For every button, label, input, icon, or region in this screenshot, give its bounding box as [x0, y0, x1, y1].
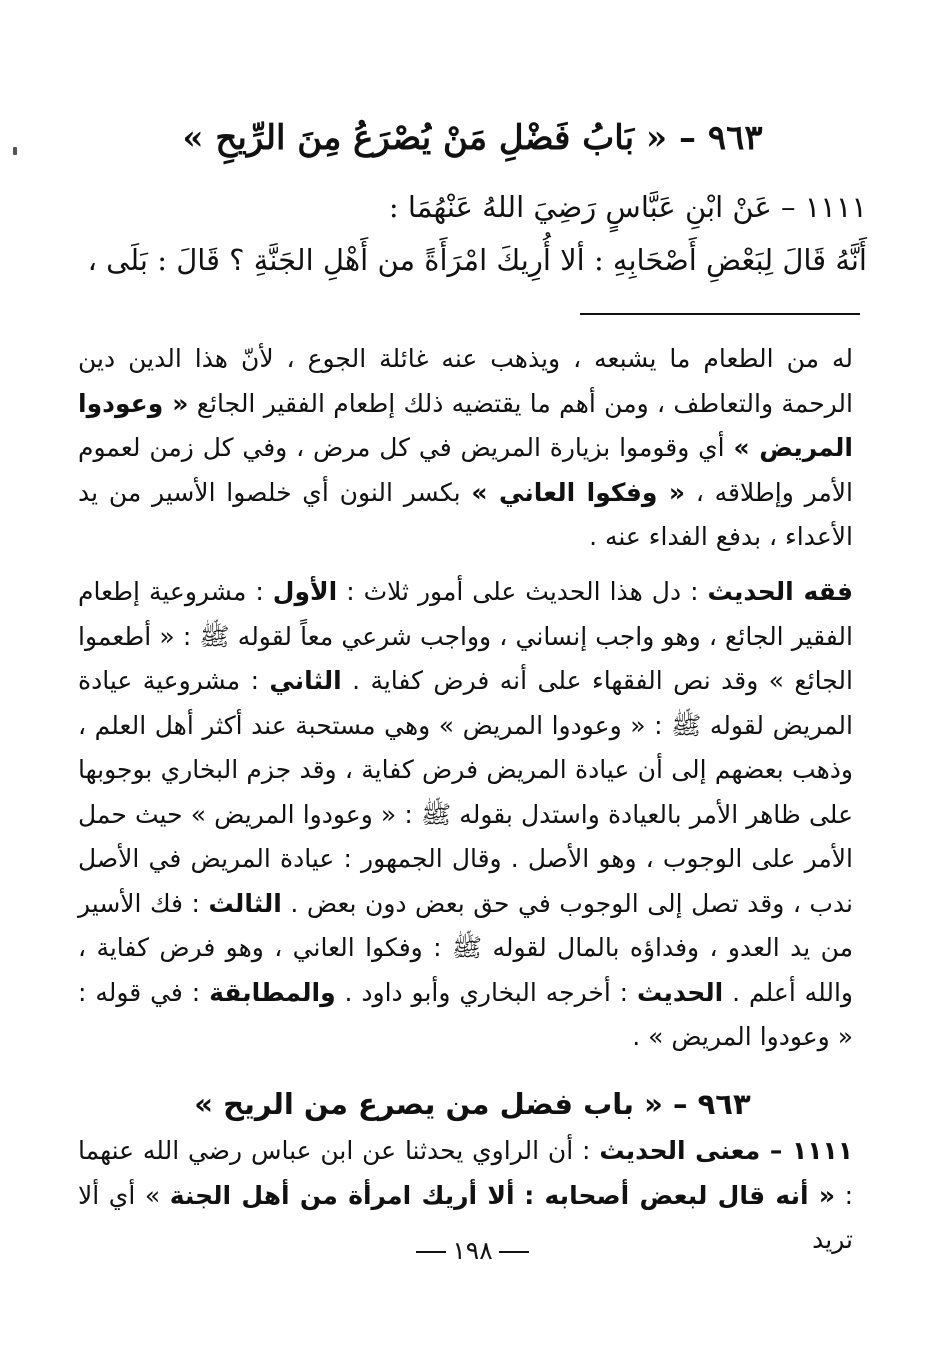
second-label: الثاني	[269, 666, 342, 695]
meaning-label: ١١١١ – معنى الحديث	[599, 1136, 853, 1165]
fiqh-text: : فك الأسير من يد العدو ، وفداؤه بالمال لقوله ﷺ : وفكوا العاني ، وهو فرض كفاية ، والله أعلم .	[78, 888, 853, 1007]
fiqh-label: فقه الحديث	[707, 577, 854, 606]
match-label: والمطابقة	[209, 977, 336, 1007]
fiqh-paragraph	[78, 570, 853, 1060]
bold-quote: « وفكوا العاني »	[471, 477, 686, 507]
fiqh-text: : دل هذا الحديث على أمور ثلاث :	[346, 577, 699, 606]
page-number-dash	[499, 1251, 529, 1253]
fiqh-text: : أخرجه البخاري وأبو داود .	[344, 977, 629, 1007]
page-number-value: ١٩٨	[452, 1236, 493, 1265]
hadith-label: الحديث	[636, 977, 724, 1007]
page-number-dash	[416, 1251, 446, 1253]
commentary-text: له من الطعام ما يشبعه ، ويذهب عنه غائلة الجوع ، لأنّ هذا الدين دين الرحمة والتعاطف ، ومن أهم ما يقتضيه ذلك إطعام الفقير الجائع	[78, 344, 853, 418]
bold-quote: « وعودوا المريض »	[78, 388, 853, 462]
first-label: الأول	[272, 577, 338, 606]
commentary-paragraph	[78, 337, 853, 560]
footnote-divider	[580, 313, 860, 315]
bold-quote: « أنه قال لبعض أصحابه :	[524, 1180, 836, 1210]
fiqh-text: : في قوله : « وعودوا المريض » .	[78, 977, 853, 1051]
page-number	[0, 1236, 945, 1266]
bold-quote: ألا أريك امرأة من أهل الجنة	[169, 1180, 515, 1210]
commentary-chapter-heading: ٩٦٣ – « باب فضل من يصرع من الريح »	[194, 1087, 751, 1121]
commentary-text: بكسر النون أي خلصوا الأسير من يد الأعداء ، بدفع الفداء عنه .	[78, 477, 853, 551]
hadith-text-line: أَنَّهُ قَالَ لِبَعْضِ أَصْحَابِهِ : ألا أُرِيكَ امْرَأَةً من أَهْلِ الجَنَّةِ ؟ قَالَ : بَلَى ،	[87, 243, 867, 277]
meaning-text: : أن الراوي يحدثنا عن ابن عباس رضي الله عنهما :	[78, 1136, 854, 1210]
hadith-narration-line: ١١١١ – عَنْ ابْنِ عَبَّاسٍ رَضِيَ اللهُ عَنْهُمَا :	[388, 190, 867, 224]
fiqh-text: : مشروعية عيادة المريض لقوله ﷺ : « وعودوا المريض » وهي مستحبة عند أكثر أهل العلم ، وذهب بعضهم إلى أن عيادة المريض فرض كفاية ، وقد جزم البخاري بوجوبها على ظاهر الأمر بالعيادة واستدل بقوله ﷺ : « وعودوا المريض » حيث حمل الأمر على الوجوب ، وهو الأصل . وقال الجمهور : عيادة المريض في الأصل ندب ، وقد تصل إلى الوجوب في حق بعض دون بعض .	[78, 666, 854, 918]
fiqh-text: : مشروعية إطعام الفقير الجائع ، وهو واجب إنساني ، وواجب شرعي معاً لقوله ﷺ : « أطعموا الجائع » وقد نص الفقهاء على أنه فرض كفاية .	[78, 577, 853, 695]
third-label: الثالث	[208, 888, 282, 918]
scan-speck	[13, 147, 17, 155]
chapter-heading: ٩٦٣ – « بَابُ فَضْلِ مَنْ يُصْرَعُ مِنَ الرِّيحِ »	[182, 118, 763, 158]
commentary-text: أي وقوموا بزيارة المريض في كل مرض ، وفي كل زمن لعموم الأمر وإطلاقه ،	[78, 433, 853, 507]
meaning-text: » أي ألا تريد	[78, 1180, 853, 1254]
